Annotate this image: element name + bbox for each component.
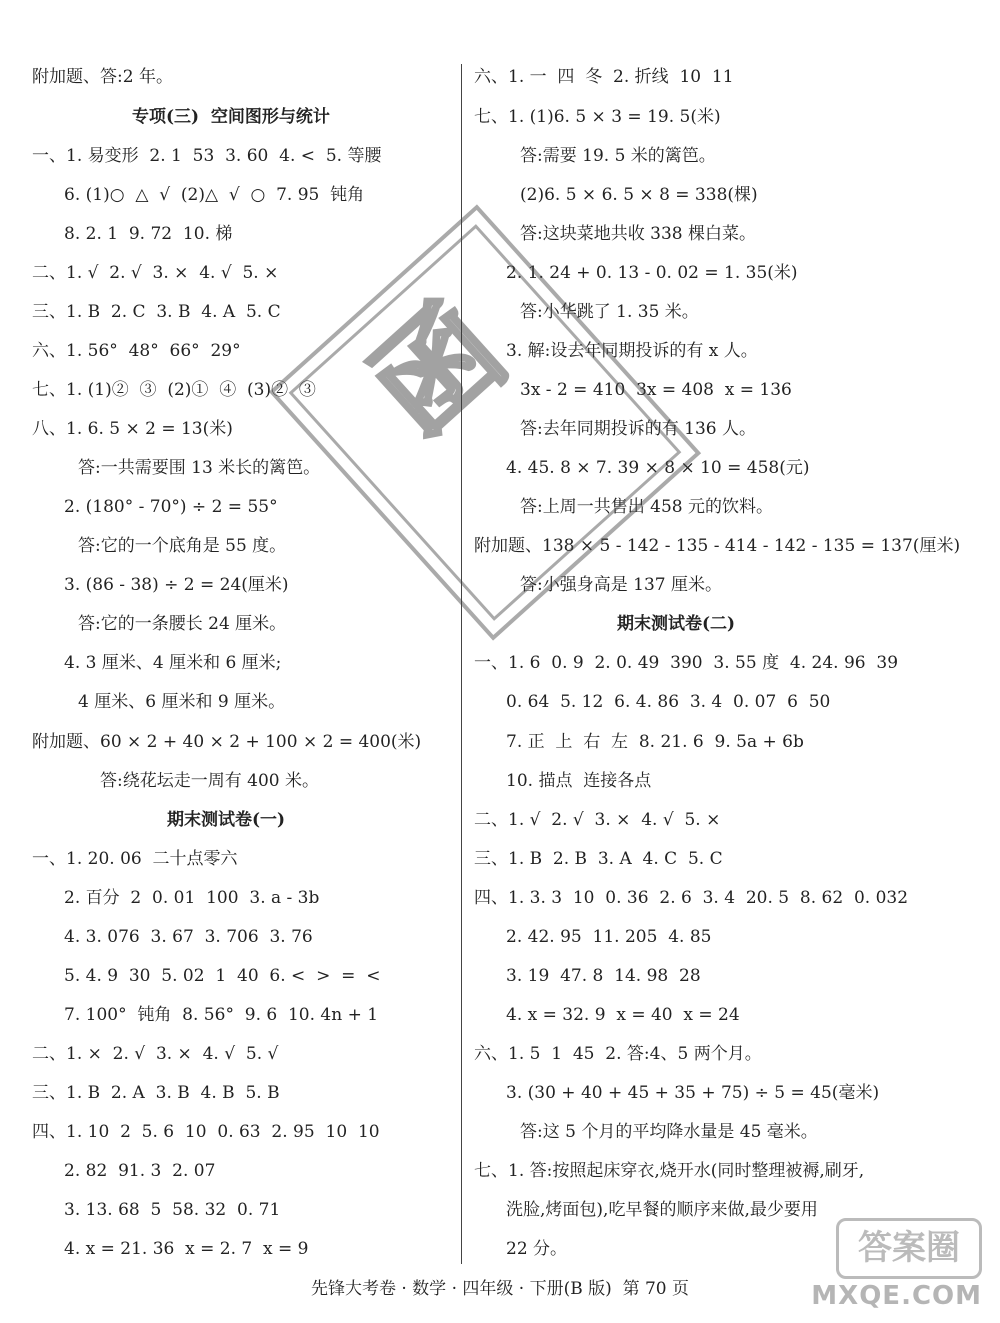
answer-line: 答:它的一条腰长 24 厘米。 bbox=[78, 614, 287, 634]
answer-line: 三、1. B 2. B 3. A 4. C 5. C bbox=[474, 849, 723, 869]
answer-line: 2. 82 91. 3 2. 07 bbox=[64, 1161, 216, 1181]
answer-line: 七、1. (1)6. 5 × 3 = 19. 5(米) bbox=[474, 107, 721, 127]
answer-line: 2. (180° - 70°) ÷ 2 = 55° bbox=[64, 497, 278, 517]
answer-line: 3. 解:设去年同期投诉的有 x 人。 bbox=[506, 341, 758, 361]
answer-line: 答:绕花坛走一周有 400 米。 bbox=[100, 771, 319, 791]
watermark-logo: 答案圈 bbox=[836, 1218, 982, 1279]
answer-line: 3x - 2 = 410 3x = 408 x = 136 bbox=[520, 380, 792, 400]
answer-line: 8. 2. 1 9. 72 10. 梯 bbox=[64, 224, 233, 244]
page-footer: 先锋大考卷 · 数学 · 四年级 · 下册(B 版) 第 70 页 bbox=[310, 1279, 690, 1299]
answer-line: 四、1. 10 2 5. 6 10 0. 63 2. 95 10 10 bbox=[32, 1122, 380, 1142]
answer-line: 22 分。 bbox=[506, 1239, 568, 1259]
answer-line: (2)6. 5 × 6. 5 × 8 = 338(棵) bbox=[520, 185, 758, 205]
answer-line: 10. 描点 连接各点 bbox=[506, 771, 652, 791]
answer-line: 5. 4. 9 30 5. 02 1 40 6. < > = < bbox=[64, 966, 381, 986]
answer-line: 2. 百分 2 0. 01 100 3. a - 3b bbox=[64, 888, 320, 908]
answer-line: 四、1. 3. 3 10 0. 36 2. 6 3. 4 20. 5 8. 62 0. 032 bbox=[474, 888, 909, 908]
answer-line: 洗脸,烤面包),吃早餐的顺序来做,最少要用 bbox=[506, 1200, 818, 1220]
answer-line: 答:这 5 个月的平均降水量是 45 毫米。 bbox=[520, 1122, 818, 1142]
site-watermark bbox=[812, 1218, 982, 1313]
answer-line: 二、1. √ 2. √ 3. × 4. √ 5. × bbox=[474, 810, 721, 830]
section-heading: 期末测试卷(二) bbox=[617, 614, 736, 634]
answer-line: 六、1. 一 四 冬 2. 折线 10 11 bbox=[474, 67, 734, 87]
answer-line: 3. 19 47. 8 14. 98 28 bbox=[506, 966, 701, 986]
answer-line: 七、1. (1)② ③ (2)① ④ (3)② ③ bbox=[32, 380, 316, 400]
answer-line: 2. 42. 95 11. 205 4. 85 bbox=[506, 927, 712, 947]
stamp-glyph: 函 bbox=[347, 279, 530, 464]
answer-line: 三、1. B 2. A 3. B 4. B 5. B bbox=[32, 1083, 280, 1103]
answer-line: 3. 13. 68 5 58. 32 0. 71 bbox=[64, 1200, 281, 1220]
answer-line: 答:去年同期投诉的有 136 人。 bbox=[520, 419, 756, 439]
watermark-url: MXQE.COM bbox=[811, 1281, 982, 1311]
answer-line: 七、1. 答:按照起床穿衣,烧开水(同时整理被褥,刷牙, bbox=[474, 1161, 865, 1181]
answer-line: 答:一共需要围 13 米长的篱笆。 bbox=[78, 458, 321, 478]
answer-line: 4. x = 21. 36 x = 2. 7 x = 9 bbox=[64, 1239, 309, 1259]
answer-line: 答:小强身高是 137 厘米。 bbox=[520, 575, 722, 595]
answer-line: 三、1. B 2. C 3. B 4. A 5. C bbox=[32, 302, 281, 322]
answer-line: 4 厘米、6 厘米和 9 厘米。 bbox=[78, 692, 286, 712]
answer-line: 六、1. 56° 48° 66° 29° bbox=[32, 341, 241, 361]
answer-line: 二、1. × 2. √ 3. × 4. √ 5. √ bbox=[32, 1044, 279, 1064]
answer-line: 4. 3 厘米、4 厘米和 6 厘米; bbox=[64, 653, 282, 673]
answer-line: 二、1. √ 2. √ 3. × 4. √ 5. × bbox=[32, 263, 279, 283]
answer-line: 7. 100° 钝角 8. 56° 9. 6 10. 4n + 1 bbox=[64, 1005, 379, 1025]
answer-line: 附加题、138 × 5 - 142 - 135 - 414 - 142 - 135 = 137(厘米) bbox=[474, 536, 961, 556]
answer-line: 答:需要 19. 5 米的篱笆。 bbox=[520, 146, 716, 166]
answer-line: 八、1. 6. 5 × 2 = 13(米) bbox=[32, 419, 233, 439]
answer-line: 附加题、60 × 2 + 40 × 2 + 100 × 2 = 400(米) bbox=[32, 732, 422, 752]
answer-line: 附加题、答:2 年。 bbox=[32, 67, 173, 87]
section-heading: 期末测试卷(一) bbox=[167, 810, 286, 830]
column-divider bbox=[461, 64, 462, 1264]
answer-line: 6. (1)○ △ √ (2)△ √ ○ 7. 95 钝角 bbox=[64, 185, 365, 205]
answer-line: 一、1. 20. 06 二十点零六 bbox=[32, 849, 238, 869]
answer-line: 答:小华跳了 1. 35 米。 bbox=[520, 302, 699, 322]
answer-line: 2. 1. 24 + 0. 13 - 0. 02 = 1. 35(米) bbox=[506, 263, 798, 283]
answer-line: 4. x = 32. 9 x = 40 x = 24 bbox=[506, 1005, 740, 1025]
answer-line: 答:这块菜地共收 338 棵白菜。 bbox=[520, 224, 756, 244]
answer-line: 一、1. 易变形 2. 1 53 3. 60 4. < 5. 等腰 bbox=[32, 146, 382, 166]
answer-line: 答:它的一个底角是 55 度。 bbox=[78, 536, 287, 556]
answer-line: 3. (30 + 40 + 45 + 35 + 75) ÷ 5 = 45(毫米) bbox=[506, 1083, 880, 1103]
answer-line: 0. 64 5. 12 6. 4. 86 3. 4 0. 07 6 50 bbox=[506, 692, 831, 712]
answer-line: 一、1. 6 0. 9 2. 0. 49 390 3. 55 度 4. 24. 96 39 bbox=[474, 653, 899, 673]
answer-line: 4. 3. 076 3. 67 3. 706 3. 76 bbox=[64, 927, 313, 947]
answer-line: 3. (86 - 38) ÷ 2 = 24(厘米) bbox=[64, 575, 289, 595]
answer-line: 7. 正 上 右 左 8. 21. 6 9. 5a + 6b bbox=[506, 732, 804, 752]
answer-line: 4. 45. 8 × 7. 39 × 8 × 10 = 458(元) bbox=[506, 458, 810, 478]
answer-line: 六、1. 5 1 45 2. 答:4、5 两个月。 bbox=[474, 1044, 762, 1064]
answer-line: 答:上周一共售出 458 元的饮料。 bbox=[520, 497, 773, 517]
section-heading: 专项(三) 空间图形与统计 bbox=[132, 107, 330, 127]
